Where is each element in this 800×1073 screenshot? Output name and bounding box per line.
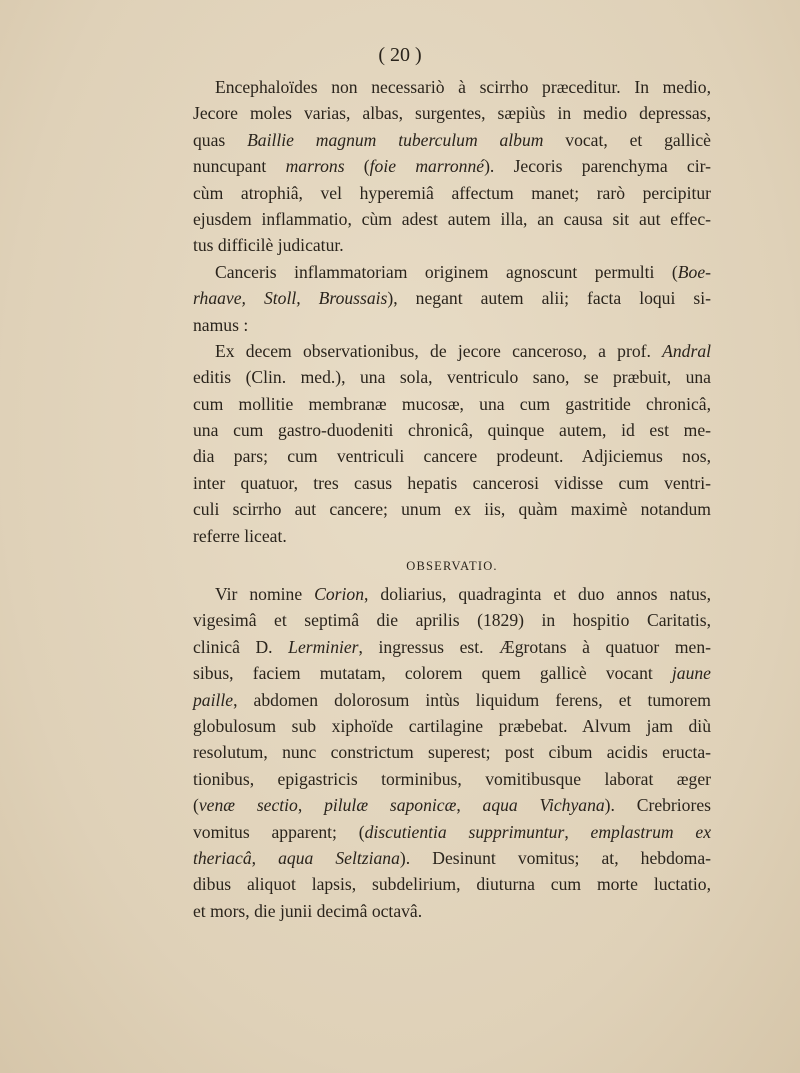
text-line: [193, 206, 711, 232]
text-segment: culi scirrho aut cancere; unum ex iis, quàm maximè notandum: [193, 499, 711, 520]
text-line: [193, 687, 711, 713]
italic-text: Baillie magnum tuberculum album: [247, 129, 544, 150]
italic-text: jaune: [671, 663, 711, 684]
page-number: ( 20 ): [378, 44, 422, 66]
text-line: [193, 338, 711, 364]
text-segment: namus :: [193, 314, 249, 335]
text-segment: ). Desinunt vomitus; at, hebdoma-: [399, 847, 712, 868]
text-segment: , abdomen dolorosum intùs liquidum ferens, et tumorem: [233, 689, 711, 710]
text-line: [193, 607, 711, 633]
text-segment: vigesimâ et septimâ die aprilis (1829) in hospitio Caritatis,: [193, 610, 711, 631]
text-line: [193, 845, 711, 871]
text-segment: , doliarius, quadraginta et duo annos natus,: [364, 584, 711, 605]
italic-text: aqua Seltziana: [278, 847, 400, 868]
text-segment: quas: [193, 129, 248, 150]
text-segment: editis (Clin. med.), una sola, ventriculo sano, se præbuit, una: [193, 367, 711, 388]
text-segment: referre liceat.: [193, 525, 287, 546]
text-line: [193, 871, 711, 897]
text-segment: ). Crebriores: [604, 795, 711, 816]
italic-text: aqua Vichyana: [482, 795, 605, 816]
text-segment: inter quatuor, tres casus hepatis cancerosi vidisse cum ventri-: [193, 472, 711, 493]
text-segment: ,: [564, 821, 591, 842]
italic-text: emplastrum ex: [590, 821, 712, 842]
text-line: [193, 443, 711, 469]
body-text: [193, 74, 711, 924]
text-segment: vocat, et gallicè: [543, 129, 711, 150]
section-heading: OBSERVATIO.: [406, 559, 498, 574]
text-line: [193, 523, 711, 549]
text-segment: ejusdem inflammatio, cùm adest autem illa, an causa sit aut effec-: [193, 208, 711, 229]
text-line: [193, 312, 711, 338]
text-segment: tus difficilè judicatur.: [193, 235, 344, 256]
italic-text: Boe-: [677, 261, 711, 282]
italic-text: paille: [193, 689, 234, 710]
text-line: [193, 127, 711, 153]
italic-text: foie marronné: [369, 156, 485, 177]
text-line: [193, 660, 711, 686]
text-segment: dia pars; cum ventriculi cancere prodeunt. Adjiciemus nos,: [193, 446, 711, 467]
text-line: [193, 739, 711, 765]
text-line: [193, 819, 711, 845]
text-segment: sibus, faciem mutatam, colorem quem gallicè vocant: [193, 663, 672, 684]
text-line: [193, 792, 711, 818]
text-segment: et mors, die junii decimâ octavâ.: [193, 900, 423, 921]
text-line: [193, 180, 711, 206]
italic-text: Andral: [662, 340, 711, 361]
text-line: [193, 364, 711, 390]
text-line: [193, 153, 711, 179]
text-line: [193, 496, 711, 522]
text-line: [193, 417, 711, 443]
text-segment: cùm atrophiâ, vel hyperemiâ affectum manet; rarò percipitur: [193, 182, 711, 203]
text-segment: globulosum sub xiphoïde cartilagine præbebat. Alvum jam diù: [193, 715, 711, 736]
text-line: [193, 232, 711, 258]
text-segment: dibus aliquot lapsis, subdelirium, diuturna cum morte luctatio,: [193, 874, 711, 895]
text-line: [193, 898, 711, 924]
text-segment: nuncupant: [193, 156, 286, 177]
italic-text: rhaave, Stoll, Broussais: [193, 288, 388, 309]
text-segment: Ex decem observationibus, de jecore canceroso, a prof.: [215, 340, 663, 361]
text-segment: Canceris inflammatoriam originem agnoscunt permulti (: [215, 261, 678, 282]
text-segment: clinicâ D.: [193, 636, 289, 657]
text-segment: Vir nomine: [215, 584, 315, 605]
text-line: [193, 259, 711, 285]
text-line: [193, 634, 711, 660]
text-segment: (: [193, 795, 199, 816]
text-segment: ,: [251, 847, 279, 868]
text-segment: tionibus, epigastricis torminibus, vomitibusque laborat æger: [193, 768, 711, 789]
text-segment: ). Jecoris parenchyma cir-: [484, 156, 711, 177]
italic-text: discutientia supprimuntur: [364, 821, 565, 842]
text-line: [193, 100, 711, 126]
italic-text: venæ sectio: [198, 795, 298, 816]
text-line: [193, 470, 711, 496]
text-segment: vomitus apparent; (: [193, 821, 365, 842]
italic-text: Lerminier: [288, 636, 359, 657]
text-segment: Jecore moles varias, albas, surgentes, sæpiùs in medio depressas,: [193, 103, 711, 124]
text-segment: (: [344, 156, 370, 177]
italic-text: theriacâ: [193, 847, 252, 868]
text-line: [193, 74, 711, 100]
text-segment: , ingressus est. Ægrotans à quatuor men-: [358, 636, 711, 657]
italic-text: marrons: [285, 156, 345, 177]
italic-text: Corion: [314, 584, 365, 605]
text-segment: ,: [456, 795, 483, 816]
text-line: [193, 713, 711, 739]
text-line: [193, 285, 711, 311]
text-segment: ,: [297, 795, 325, 816]
text-segment: Encephaloïdes non necessariò à scirrho præceditur. In medio,: [215, 77, 711, 97]
text-line: [193, 581, 711, 607]
text-segment: una cum gastro-duodeniti chronicâ, quinque autem, id est me-: [193, 420, 711, 441]
text-segment: ), negant autem alii; facta loqui si-: [387, 288, 711, 309]
text-line: [193, 766, 711, 792]
text-line: [193, 391, 711, 417]
text-segment: resolutum, nunc constrictum superest; post cibum acidis eructa-: [193, 742, 711, 763]
italic-text: pilulæ saponicæ: [324, 795, 457, 816]
text-segment: cum mollitie membranæ mucosæ, una cum gastritide chronicâ,: [193, 393, 711, 414]
